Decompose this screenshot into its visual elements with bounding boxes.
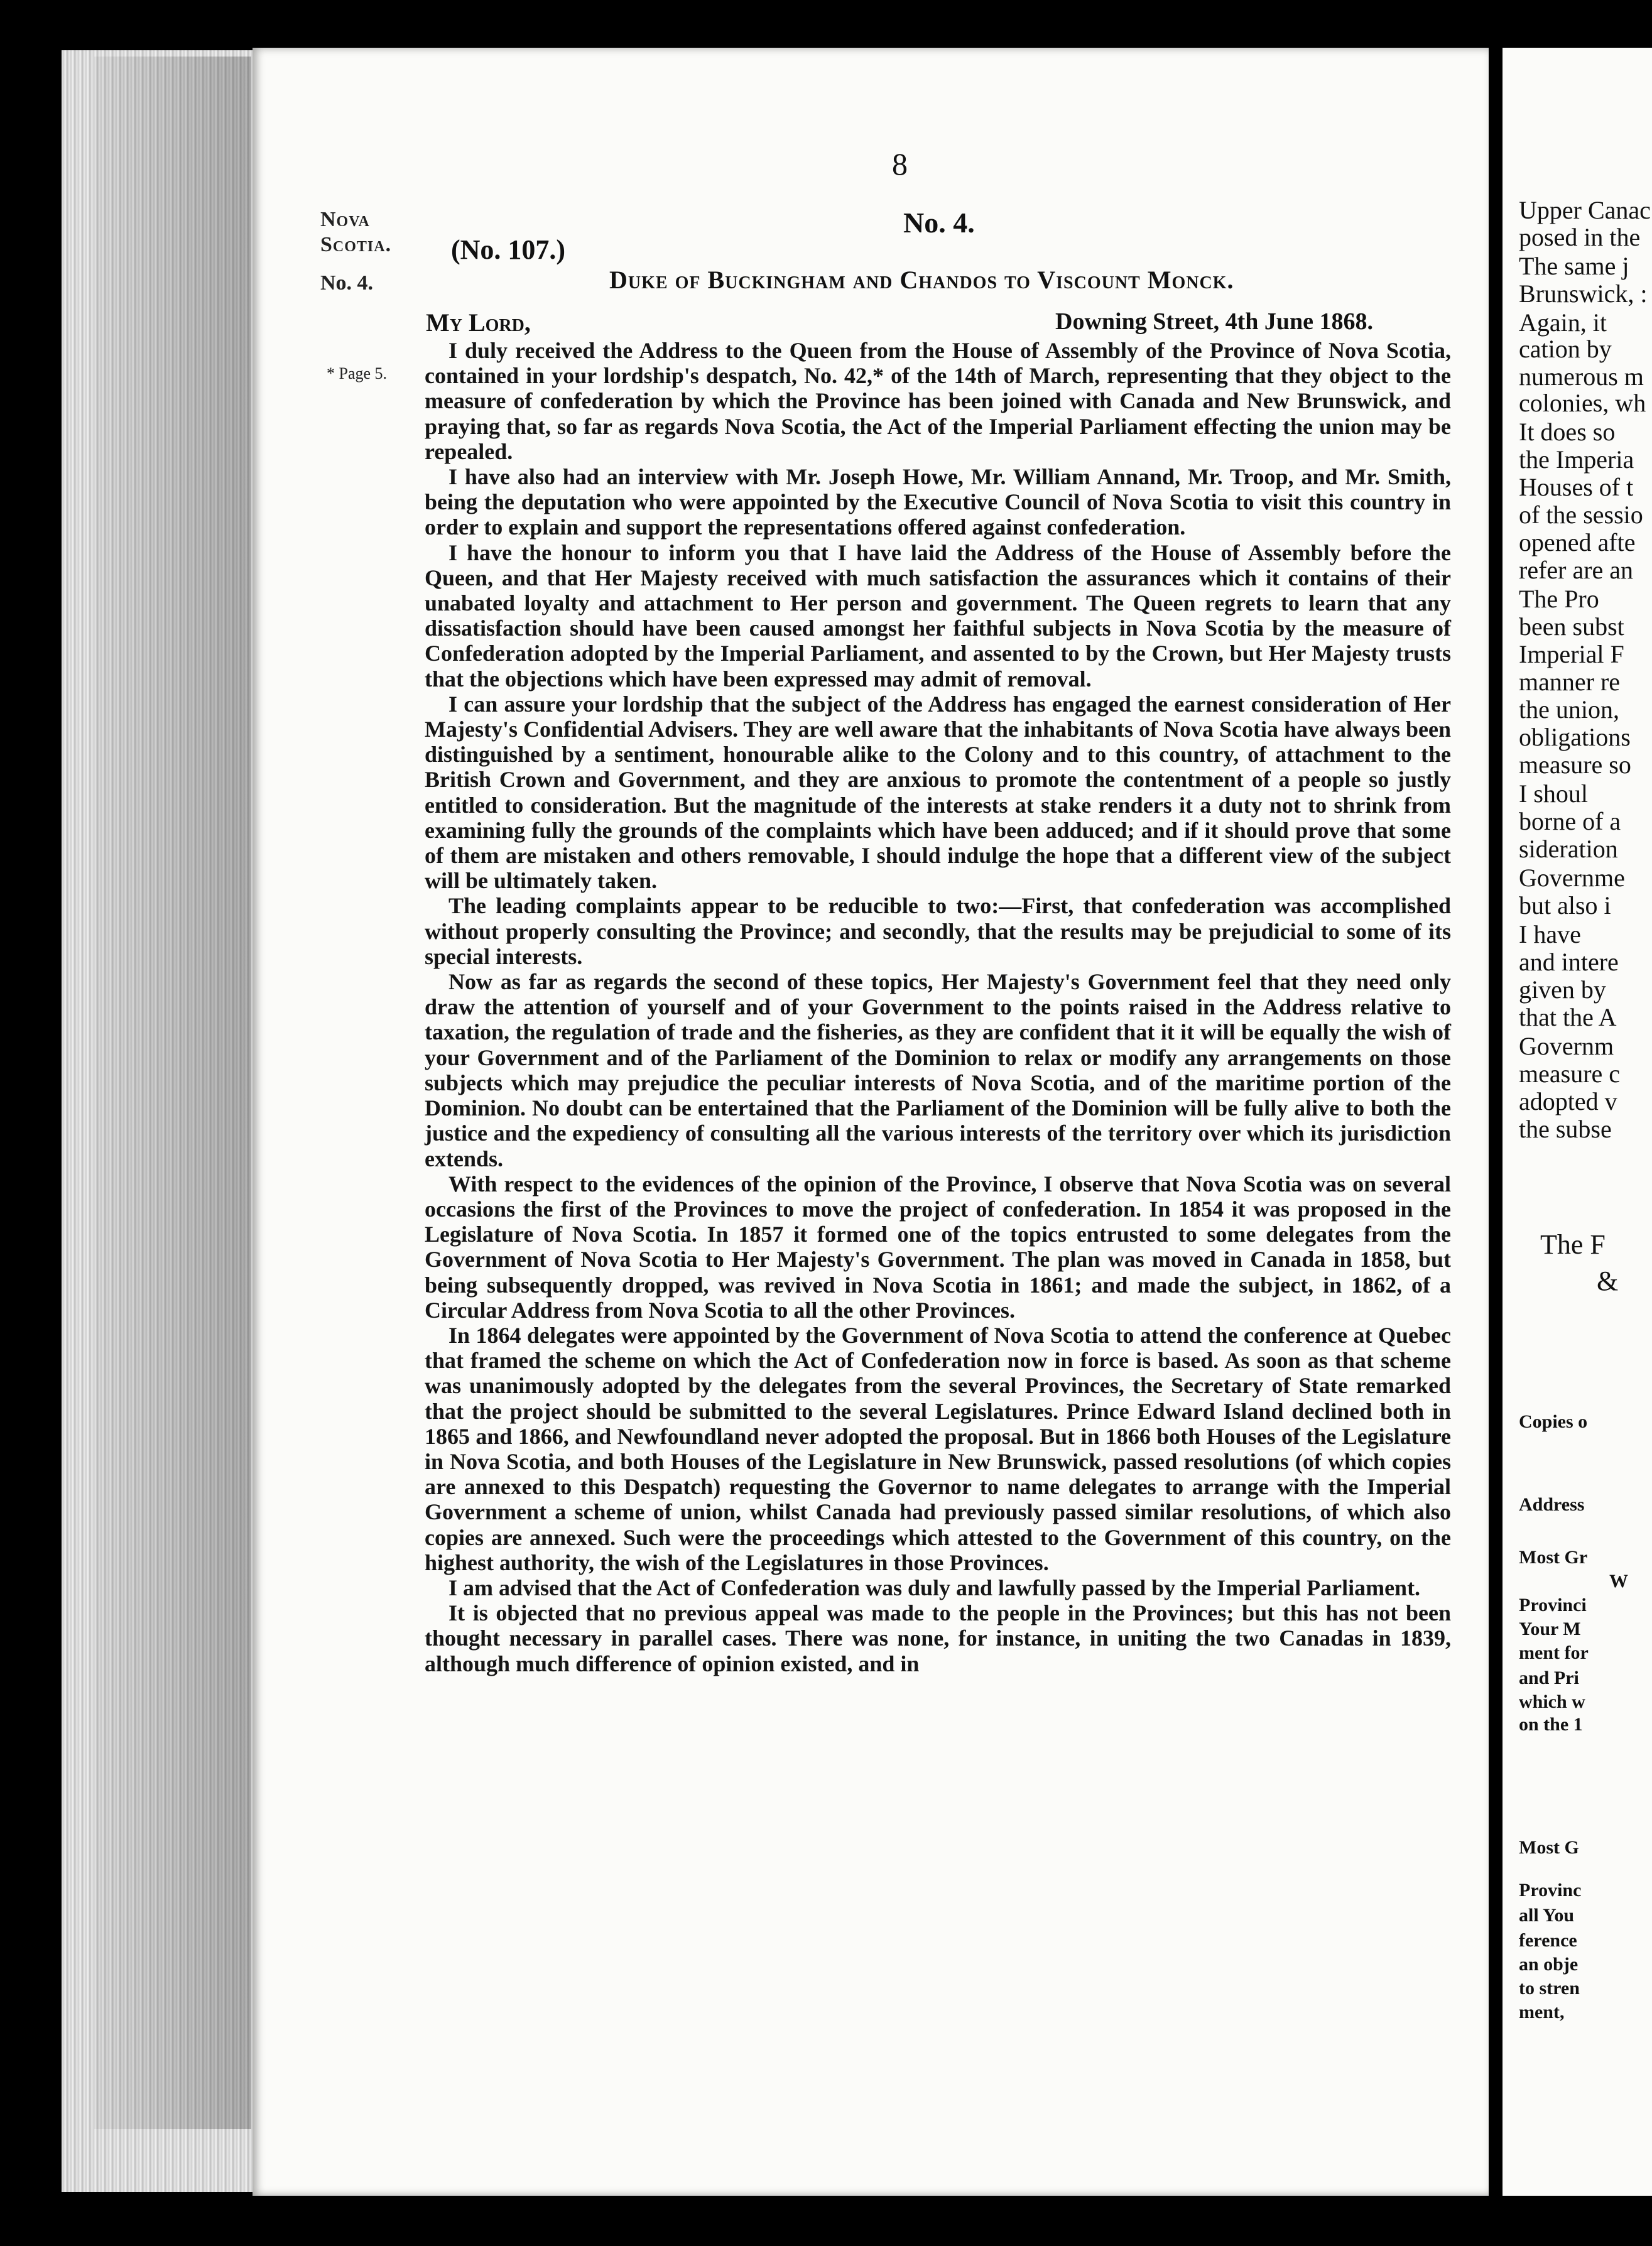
- right-page-fragment: refer are an: [1519, 556, 1634, 584]
- right-page-fragment: been subst: [1519, 612, 1624, 641]
- right-page-fragment: borne of a: [1519, 807, 1621, 835]
- right-page-fragment: an obje: [1519, 1954, 1579, 1975]
- right-page-fragment: measure so: [1519, 751, 1631, 779]
- margin-footnote-ref: * Page 5.: [327, 364, 388, 382]
- right-page-fragment: ment for: [1519, 1642, 1589, 1663]
- right-page-fragment: I have: [1519, 920, 1581, 948]
- right-page-fragment: manner re: [1519, 668, 1621, 696]
- right-page-fragment: Upper Canac: [1519, 196, 1651, 224]
- right-page-fragment: obligations: [1519, 723, 1631, 751]
- paragraph: I have also had an interview with Mr. Joseph Howe, Mr. William Annand, Mr. Troop, and Mr. Smith, being the deputation who were appointed by the Executive Council of Nova Scotia to visit this country in order to explain and support the representations offered against confederation.: [425, 464, 1451, 540]
- right-page-fragment: Imperial F: [1519, 640, 1624, 668]
- right-page-fragment: Brunswick, :: [1519, 279, 1648, 308]
- right-page-fragment: to stren: [1519, 1978, 1580, 1999]
- right-page-fragment: that the A: [1519, 1003, 1617, 1031]
- right-page-fragment: Provinci: [1519, 1595, 1587, 1615]
- right-page-fragment: Again, it: [1519, 308, 1607, 337]
- right-page-fragment: Governme: [1519, 864, 1625, 892]
- paragraph: With respect to the evidences of the opinion of the Province, I observe that Nova Scotia was on several occasions the first of the Provinces to move the project of confederation. In 1854 it was proposed in the Legislature of Nova Scotia. In 1857 it formed one of the topics entrusted to some delegates from the Government of Nova Scotia to Her Majesty's Government. The plan was moved in Canada in 1858, but being subsequently dropped, was revived in Nova Scotia in 1861; and made the subject, in 1862, of a Circular Address from Nova Scotia to all the other Provinces.: [425, 1171, 1451, 1323]
- right-page-fragment: of the sessio: [1519, 501, 1643, 529]
- right-page-fragment: and intere: [1519, 948, 1619, 976]
- right-page-fragment: The Pro: [1519, 585, 1599, 613]
- paragraph: I can assure your lordship that the subject of the Address has engaged the earnest consideration of Her Majesty's Confidential Advisers. They are well aware that the inhabitants of Nova Scotia have always been distinguished by a sentiment, honourable alike to the Colony and to this country, of attachment to the British Crown and Government, and they are anxious to promote the contentment of a people so justly entitled to consideration. But the magnitude of the interests at stake renders it a duty not to shrink from examining fully the grounds of the complaints which have been adduced; and if it should prove that some of them are mistaken and others removable, I should indulge the hope that a different view of the subject will be ultimately taken.: [425, 691, 1451, 894]
- dispatch-number: (No. 107.): [451, 234, 566, 265]
- right-page-fragment: ference: [1519, 1930, 1577, 1951]
- right-page-fragment: ment,: [1519, 2002, 1565, 2022]
- letter-body: [425, 338, 1451, 1676]
- right-page-fragment: Copies o: [1519, 1411, 1588, 1432]
- margin-number: No. 4.: [320, 271, 374, 295]
- book-gutter: [1489, 38, 1503, 2205]
- right-page-fragment: &: [1597, 1266, 1619, 1296]
- right-page-fragment: adopted v: [1519, 1087, 1617, 1115]
- paragraph: I duly received the Address to the Queen from the House of Assembly of the Province of Nova Scotia, contained in your lordship's despatch, No. 42,* of the 14th of March, representing that they object to the measure of confederation by which the Province has been joined with Canada and New Brunswick, and praying that, so far as regards Nova Scotia, the Act of the Imperial Parliament effecting the union may be repealed.: [425, 338, 1451, 464]
- right-page-fragment: Governm: [1519, 1032, 1614, 1060]
- right-page-fragment: measure c: [1519, 1060, 1621, 1088]
- right-page-fragment: It does so: [1519, 418, 1616, 446]
- right-page-fragment: The F: [1540, 1229, 1606, 1260]
- right-page-fragment: Address: [1519, 1494, 1585, 1515]
- right-page-fragment: but also i: [1519, 891, 1611, 920]
- right-page-fragment: Most G: [1519, 1837, 1579, 1858]
- date-line: Downing Street, 4th June 1868.: [1055, 308, 1373, 335]
- right-page-fragment: on the 1: [1519, 1714, 1583, 1735]
- paragraph: In 1864 delegates were appointed by the Government of Nova Scotia to attend the conference at Quebec that framed the scheme on which the Act of Confederation now in force is based. As soon as that scheme was unanimously adopted by the delegates from the several Provinces, the Secretary of State remarked that the project should be submitted to the several Legislatures. Prince Edward Island declined both in 1865 and 1866, and Newfoundland never adopted the proposal. But in 1866 both Houses of the Legislature in Nova Scotia, and both Houses of the Legislature in New Brunswick, passed resolutions (of which copies are annexed to this Despatch) requesting the Governor to name delegates to arrange with the Imperial Government a scheme of union, whilst Canada had previously passed similar resolutions, of which also copies are annexed. Such were the proceedings which attested to the Government of this country, on the highest authority, the wish of the Legislatures in those Provinces.: [425, 1322, 1451, 1575]
- paragraph: It is objected that no previous appeal was made to the people in the Provinces; but this has not been thought necessary in parallel cases. There was none, for instance, in uniting the two Canadas in 1839, although much difference of opinion existed, and in: [425, 1600, 1451, 1676]
- page-number: 8: [892, 146, 908, 182]
- right-page-fragment: colonies, wh: [1519, 389, 1646, 417]
- paragraph: Now as far as regards the second of these topics, Her Majesty's Government feel that they need only draw the attention of yourself and of your Government to the points raised in the Address relative to taxation, the regulation of trade and the fisheries, as they are confident that it it will be equally the wish of your Government and of the Parliament of the Dominion to relax or modify any arrangements on those subjects which may prejudice the peculiar interests of Nova Scotia, and of the maritime portion of the Dominion. No doubt can be entertained that the Parliament of the Dominion will be fully alive to both the justice and the expediency of consulting all the various interests of the territory over which its jurisdiction extends.: [425, 969, 1451, 1171]
- right-page: [1503, 48, 1652, 2196]
- right-page-fragment: and Pri: [1519, 1668, 1579, 1688]
- right-page-fragment: posed in the: [1519, 223, 1641, 251]
- right-page-fragment: cation by: [1519, 335, 1612, 363]
- letter-number: No. 4.: [903, 207, 975, 239]
- right-page-fragment: Houses of t: [1519, 473, 1634, 501]
- right-page-fragment: Provinc: [1519, 1880, 1582, 1901]
- right-page-fragment: which w: [1519, 1691, 1585, 1712]
- right-page-fragment: I shoul: [1519, 779, 1588, 808]
- margin-province: Nova Scotia.: [320, 208, 392, 256]
- salutation: My Lord,: [426, 308, 531, 337]
- right-page-fragment: the subse: [1519, 1115, 1612, 1143]
- paragraph: The leading complaints appear to be reducible to two:—First, that confederation was accomplished without properly consulting the Province; and secondly, that the results may be prejudicial to some of its special interests.: [425, 893, 1451, 969]
- paragraph: I am advised that the Act of Confederation was duly and lawfully passed by the Imperial Parliament.: [448, 1575, 1421, 1600]
- paragraph: I have the honour to inform you that I have laid the Address of the House of Assembly before the Queen, and that Her Majesty received with much satisfaction the assurances which it contains of their unabated loyalty and attachment to Her person and government. The Queen regrets to learn that any dissatisfaction should have been caused amongst her faithful subjects in Nova Scotia by the measure of Confederation adopted by the Imperial Parliament, and assented to by the Crown, but Her Majesty trusts that the objections which have been expressed may admit of removal.: [425, 540, 1451, 692]
- right-page-fragment: Your M: [1519, 1619, 1581, 1639]
- right-page-fragment: all You: [1519, 1905, 1575, 1926]
- right-page-fragment: sideration: [1519, 835, 1618, 863]
- book-edge-shadow: [94, 57, 251, 2129]
- right-page-fragment: the union,: [1519, 695, 1619, 724]
- right-page-fragment: The same j: [1519, 252, 1629, 280]
- right-page-fragment: given by: [1519, 975, 1606, 1004]
- right-page-fragment: numerous m: [1519, 362, 1644, 391]
- right-page-fragment: opened afte: [1519, 528, 1636, 556]
- right-page-fragment: W: [1609, 1571, 1628, 1592]
- right-page-fragment: the Imperia: [1519, 445, 1634, 474]
- right-page-fragment: Most Gr: [1519, 1547, 1588, 1568]
- letter-heading: Duke of Buckingham and Chandos to Viscount Monck.: [609, 266, 1234, 294]
